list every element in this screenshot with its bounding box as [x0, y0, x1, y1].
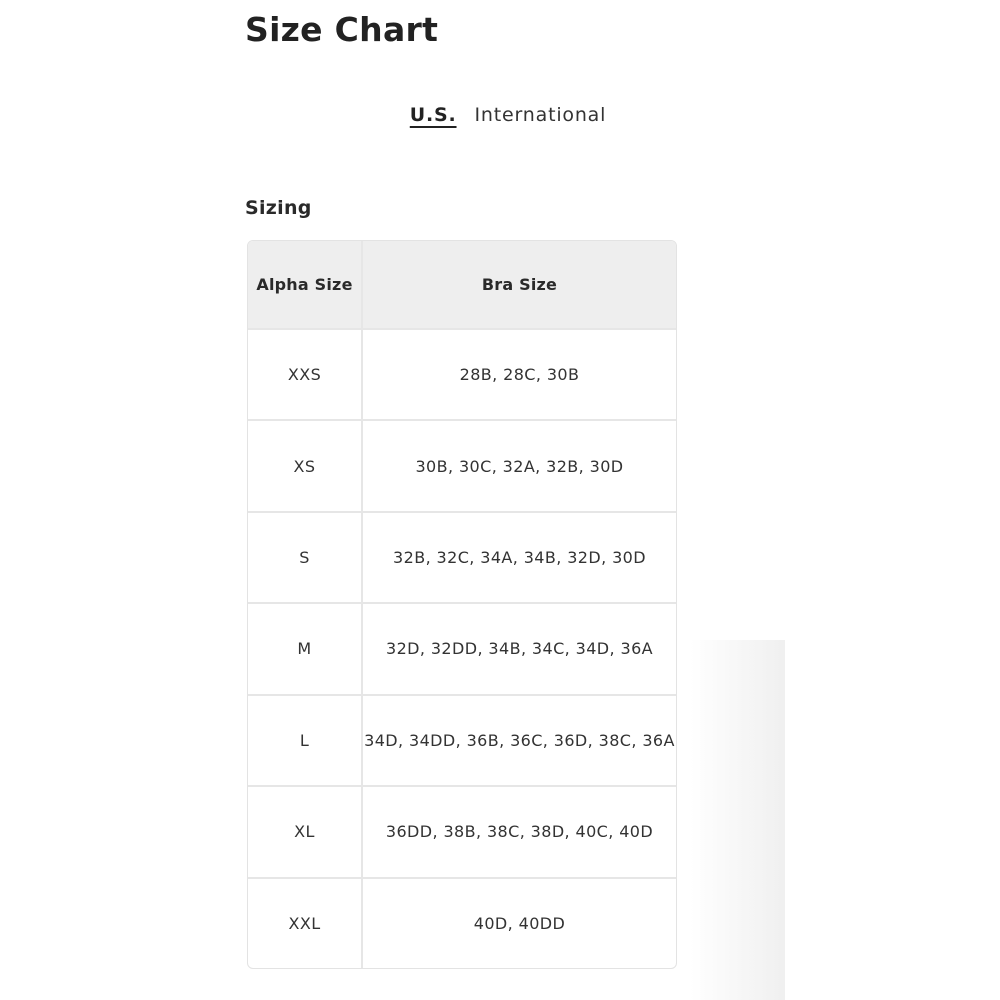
table-row	[248, 329, 676, 420]
table-header-row	[248, 241, 676, 329]
table-row	[248, 512, 676, 603]
alpha-size-cell: XS	[248, 420, 362, 511]
bra-size-cell: 30B, 30C, 32A, 32B, 30D	[362, 420, 676, 511]
sizing-table	[248, 241, 676, 968]
alpha-size-cell: L	[248, 695, 362, 786]
background-shade	[690, 640, 785, 1000]
alpha-size-cell: XXS	[248, 329, 362, 420]
bra-size-cell: 40D, 40DD	[362, 878, 676, 968]
bra-size-cell: 32D, 32DD, 34B, 34C, 34D, 36A	[362, 603, 676, 694]
table-row	[248, 603, 676, 694]
table-row	[248, 420, 676, 511]
tab-us[interactable]: U.S.	[409, 104, 457, 126]
alpha-size-cell: XL	[248, 786, 362, 877]
bra-size-cell: 36DD, 38B, 38C, 38D, 40C, 40D	[362, 786, 676, 877]
page-title: Size Chart	[245, 10, 439, 49]
alpha-size-cell: M	[248, 603, 362, 694]
alpha-size-cell: S	[248, 512, 362, 603]
alpha-size-cell: XXL	[248, 878, 362, 968]
table-row	[248, 878, 676, 968]
bra-size-cell: 28B, 28C, 30B	[362, 329, 676, 420]
table-row	[248, 786, 676, 877]
column-header-bra-size: Bra Size	[362, 241, 676, 329]
bra-size-cell: 34D, 34DD, 36B, 36C, 36D, 38C, 36A	[362, 695, 676, 786]
table-row	[248, 695, 676, 786]
tab-international[interactable]: International	[474, 104, 607, 126]
region-tabs	[0, 104, 1000, 128]
bra-size-cell: 32B, 32C, 34A, 34B, 32D, 30D	[362, 512, 676, 603]
column-header-alpha-size: Alpha Size	[248, 241, 362, 329]
sizing-heading: Sizing	[245, 197, 312, 219]
sizing-table-container	[247, 240, 677, 969]
